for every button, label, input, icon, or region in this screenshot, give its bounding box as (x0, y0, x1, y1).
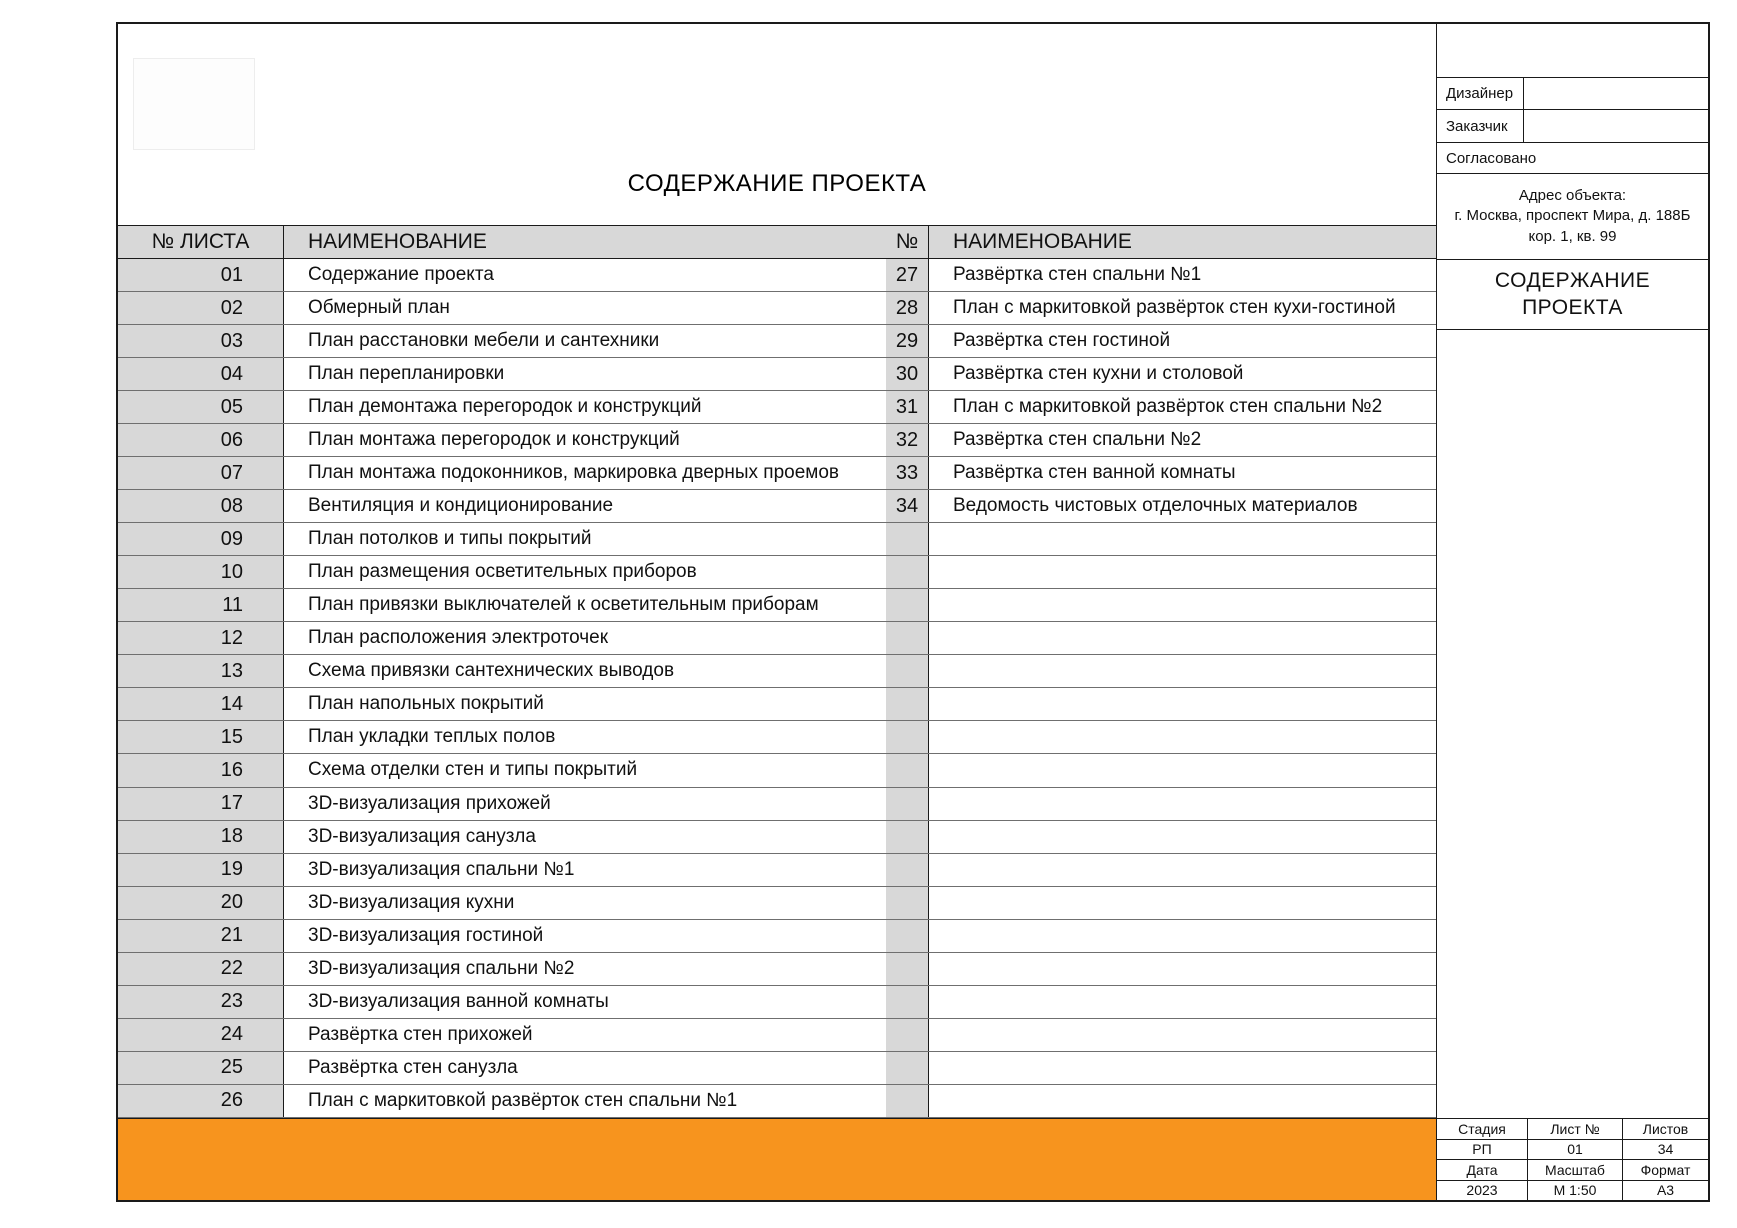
address-line2: кор. 1, кв. 99 (1528, 227, 1617, 245)
table-row (118, 556, 886, 589)
sheet-number-cell (886, 721, 929, 753)
table-row (886, 754, 1436, 787)
sheet-number-cell (886, 1052, 929, 1084)
sheet-number-cell: 09 (118, 523, 284, 555)
table-header-row (118, 226, 886, 259)
table-row (118, 1085, 886, 1118)
stage-label: Стадия (1437, 1119, 1528, 1139)
sheet-number-cell: 20 (118, 887, 284, 919)
sheet-name-cell: Развёртка стен спальни №2 (929, 424, 1436, 456)
sheet-number-cell: 07 (118, 457, 284, 489)
scale-value: М 1:50 (1528, 1181, 1623, 1201)
sheet-name-cell (929, 887, 1436, 919)
table-row (886, 788, 1436, 821)
sheet-number-cell (886, 589, 929, 621)
table-row (886, 589, 1436, 622)
sheet-name-cell: План напольных покрытий (284, 688, 886, 720)
table-row (118, 490, 886, 523)
designer-label: Дизайнер (1437, 78, 1524, 109)
sheet-name-cell: План перепланировки (284, 358, 886, 390)
table-row (886, 259, 1436, 292)
sheet-name-cell: Схема отделки стен и типы покрытий (284, 754, 886, 786)
table-row (886, 1019, 1436, 1052)
sheet-number-cell: 30 (886, 358, 929, 390)
sheet-name-cell: План с маркитовкой развёрток стен спальни №2 (929, 391, 1436, 423)
accent-orange-bar (118, 1118, 1436, 1200)
sheet-name-cell: Схема привязки сантехнических выводов (284, 655, 886, 687)
sheet-name-cell (929, 655, 1436, 687)
table-row (886, 622, 1436, 655)
sheet-number-cell: 21 (118, 920, 284, 952)
table-row (886, 1052, 1436, 1085)
table-row (118, 292, 886, 325)
sheet-name-cell: План размещения осветительных приборов (284, 556, 886, 588)
table-row (118, 1052, 886, 1085)
table-row (118, 655, 886, 688)
sheet-name-cell (929, 788, 1436, 820)
sheet-number-cell: 24 (118, 1019, 284, 1051)
table-row (886, 556, 1436, 589)
table-row (886, 721, 1436, 754)
table-row (118, 953, 886, 986)
table-row (886, 821, 1436, 854)
sheet-number-cell: 05 (118, 391, 284, 423)
table-row (886, 523, 1436, 556)
sheet-number-cell (886, 821, 929, 853)
sheet-number-cell: 25 (118, 1052, 284, 1084)
sheet-number-cell: 32 (886, 424, 929, 456)
sheet-name-cell (929, 854, 1436, 886)
client-label: Заказчик (1437, 110, 1524, 142)
sheet-number-cell: 18 (118, 821, 284, 853)
sheet-number-cell (886, 920, 929, 952)
sheet-name-cell (929, 589, 1436, 621)
sheet-number-cell (886, 754, 929, 786)
sheets-label: Листов (1642, 1120, 1689, 1137)
sheet-name-cell (929, 1052, 1436, 1084)
sheet-name-cell: План потолков и типы покрытий (284, 523, 886, 555)
sheet-name-cell: План привязки выключателей к осветительным приборам (284, 589, 886, 621)
table-row (886, 358, 1436, 391)
stamp-row (1437, 1140, 1708, 1161)
table-row (886, 457, 1436, 490)
sheet-name-cell: Развёртка стен гостиной (929, 325, 1436, 357)
sheet-number-cell (886, 1019, 929, 1051)
sheet-name-cell (929, 754, 1436, 786)
sheet-name-cell: 3D-визуализация спальни №2 (284, 953, 886, 985)
sheet-number-cell: 29 (886, 325, 929, 357)
table-row (886, 887, 1436, 920)
sheet-number-cell: 19 (118, 854, 284, 886)
sheet-number-cell (886, 854, 929, 886)
sheet-name-cell: Развёртка стен прихожей (284, 1019, 886, 1051)
sheet-no-label: Лист № (1528, 1119, 1623, 1139)
sheet-name-cell: Развёртка стен санузла (284, 1052, 886, 1084)
sheet-name-cell: Развёртка стен спальни №1 (929, 259, 1436, 291)
sheet-name-cell: План монтажа перегородок и конструкций (284, 424, 886, 456)
sheet-number-cell: 06 (118, 424, 284, 456)
sheet-index-table-right (886, 225, 1436, 1118)
table-row (118, 325, 886, 358)
sheet-name-cell: Содержание проекта (284, 259, 886, 291)
sheet-name-cell (929, 523, 1436, 555)
sheet-number-cell: 27 (886, 259, 929, 291)
table-row (118, 622, 886, 655)
designer-row (1437, 78, 1708, 110)
sheet-name-cell: План расстановки мебели и сантехники (284, 325, 886, 357)
scale-label: Масштаб (1528, 1160, 1623, 1180)
sheet-number-cell: 31 (886, 391, 929, 423)
sheet-number-cell (886, 688, 929, 720)
sheet-name-cell: Вентиляция и кондиционирование (284, 490, 886, 522)
table-row (886, 854, 1436, 887)
table-row (118, 391, 886, 424)
format-label: Формат (1640, 1161, 1691, 1178)
sheet-name-cell: План с маркитовкой развёрток стен кухи-гостиной (929, 292, 1436, 324)
sheet-name-cell: План с маркитовкой развёрток стен спальни №1 (284, 1085, 886, 1117)
sheet-number-cell (886, 953, 929, 985)
column-header-sheet-name: НАИМЕНОВАНИЕ (929, 226, 1436, 258)
sheet-number-cell: 33 (886, 457, 929, 489)
sheet-name-cell: 3D-визуализация гостиной (284, 920, 886, 952)
table-row (118, 688, 886, 721)
object-address (1437, 174, 1708, 260)
sheet-number-cell (886, 556, 929, 588)
sheet-name-cell: Ведомость чистовых отделочных материалов (929, 490, 1436, 522)
address-label: Адрес объекта: (1518, 187, 1627, 205)
sheet-number-cell: 01 (118, 259, 284, 291)
sheet-name-cell: 3D-визуализация санузла (284, 821, 886, 853)
table-row (118, 457, 886, 490)
format-value: А3 (1656, 1182, 1675, 1199)
approved-label: Согласовано (1437, 143, 1708, 174)
sheet-name-cell: Развёртка стен ванной комнаты (929, 457, 1436, 489)
address-line1: г. Москва, проспект Мира, д. 188Б (1454, 207, 1691, 225)
table-row (118, 920, 886, 953)
table-row (118, 887, 886, 920)
stamp-row (1437, 1181, 1708, 1201)
sheet-number-cell: 08 (118, 490, 284, 522)
sheet-name-cell: Обмерный план (284, 292, 886, 324)
sheet-name-cell (929, 721, 1436, 753)
table-row (118, 854, 886, 887)
sheet-name-cell: План монтажа подоконников, маркировка дверных проемов (284, 457, 886, 489)
sheet-number-cell: 03 (118, 325, 284, 357)
sheet-number-cell: 26 (118, 1085, 284, 1117)
table-row (886, 920, 1436, 953)
sheet-number-cell (886, 986, 929, 1018)
table-row (118, 523, 886, 556)
table-row (886, 1085, 1436, 1118)
table-row (118, 986, 886, 1019)
sheet-number-cell: 28 (886, 292, 929, 324)
sheet-number-cell (886, 622, 929, 654)
column-header-sheet-number: № ЛИСТА (118, 226, 284, 258)
sheet-number-cell (886, 523, 929, 555)
table-row (118, 1019, 886, 1052)
sheet-name-cell: План укладки теплых полов (284, 721, 886, 753)
sheet-name-cell: 3D-визуализация спальни №1 (284, 854, 886, 886)
sheet-name-cell (929, 1085, 1436, 1117)
sheet-number-cell: 16 (118, 754, 284, 786)
table-row (118, 821, 886, 854)
sheet-number-cell: 14 (118, 688, 284, 720)
sheet-number-cell: 02 (118, 292, 284, 324)
sheets-value: 34 (1657, 1141, 1674, 1158)
stamp-row (1437, 1160, 1708, 1181)
sheet-number-cell: 13 (118, 655, 284, 687)
sheet-name-cell (929, 556, 1436, 588)
sheet-no-value: 01 (1528, 1140, 1623, 1160)
table-row (118, 259, 886, 292)
page-title: СОДЕРЖАНИЕ ПРОЕКТА (627, 170, 927, 197)
table-row (886, 490, 1436, 523)
table-row (886, 391, 1436, 424)
stage-value: РП (1437, 1140, 1528, 1160)
stamp-table (1437, 1118, 1708, 1200)
sheet-number-cell: 34 (886, 490, 929, 522)
table-row (118, 754, 886, 787)
table-row (886, 688, 1436, 721)
sheet-name-cell: Развёртка стен кухни и столовой (929, 358, 1436, 390)
table-row (886, 655, 1436, 688)
sheet-name-cell: 3D-визуализация кухни (284, 887, 886, 919)
sheet-name-cell: 3D-визуализация ванной комнаты (284, 986, 886, 1018)
table-row (118, 589, 886, 622)
column-header-sheet-name: НАИМЕНОВАНИЕ (284, 226, 886, 258)
title-block-empty-top (1437, 24, 1708, 78)
sheet-number-cell (886, 655, 929, 687)
table-row (886, 424, 1436, 457)
client-value (1524, 110, 1708, 142)
sheet-number-cell: 11 (118, 589, 284, 621)
title-block (1436, 24, 1708, 1200)
table-row (118, 358, 886, 391)
sheet-number-cell: 10 (118, 556, 284, 588)
sheet-number-cell: 22 (118, 953, 284, 985)
sheet-number-cell: 17 (118, 788, 284, 820)
sheet-index-table-left (118, 225, 886, 1118)
sheet-number-cell (886, 788, 929, 820)
client-row (1437, 110, 1708, 143)
column-header-sheet-number: № (886, 226, 929, 258)
sheet-name-cell (929, 622, 1436, 654)
sheet-name-cell: План демонтажа перегородок и конструкций (284, 391, 886, 423)
sheet-number-cell (886, 1085, 929, 1117)
sheet-title: СОДЕРЖАНИЕ ПРОЕКТА (1437, 260, 1708, 330)
sheet-number-cell (886, 887, 929, 919)
sheet-number-cell: 04 (118, 358, 284, 390)
table-header-row (886, 226, 1436, 259)
table-row (118, 721, 886, 754)
table-row (886, 986, 1436, 1019)
sheet-name-cell: План расположения электроточек (284, 622, 886, 654)
sheet-name-cell (929, 821, 1436, 853)
sheet-name-cell: 3D-визуализация прихожей (284, 788, 886, 820)
date-value: 2023 (1437, 1181, 1528, 1201)
table-row (886, 325, 1436, 358)
sheet-name-cell (929, 1019, 1436, 1051)
stamp-row (1437, 1119, 1708, 1140)
sheet-number-cell: 23 (118, 986, 284, 1018)
sheet-name-cell (929, 953, 1436, 985)
sheet-number-cell: 12 (118, 622, 284, 654)
table-row (886, 953, 1436, 986)
date-label: Дата (1437, 1160, 1528, 1180)
sheet-number-cell: 15 (118, 721, 284, 753)
logo-placeholder (133, 58, 255, 150)
table-row (118, 424, 886, 457)
title-block-empty-space (1437, 330, 1708, 1118)
table-row (118, 788, 886, 821)
table-row (886, 292, 1436, 325)
sheet-name-cell (929, 688, 1436, 720)
designer-value (1524, 78, 1708, 109)
sheet-name-cell (929, 986, 1436, 1018)
sheet-name-cell (929, 920, 1436, 952)
